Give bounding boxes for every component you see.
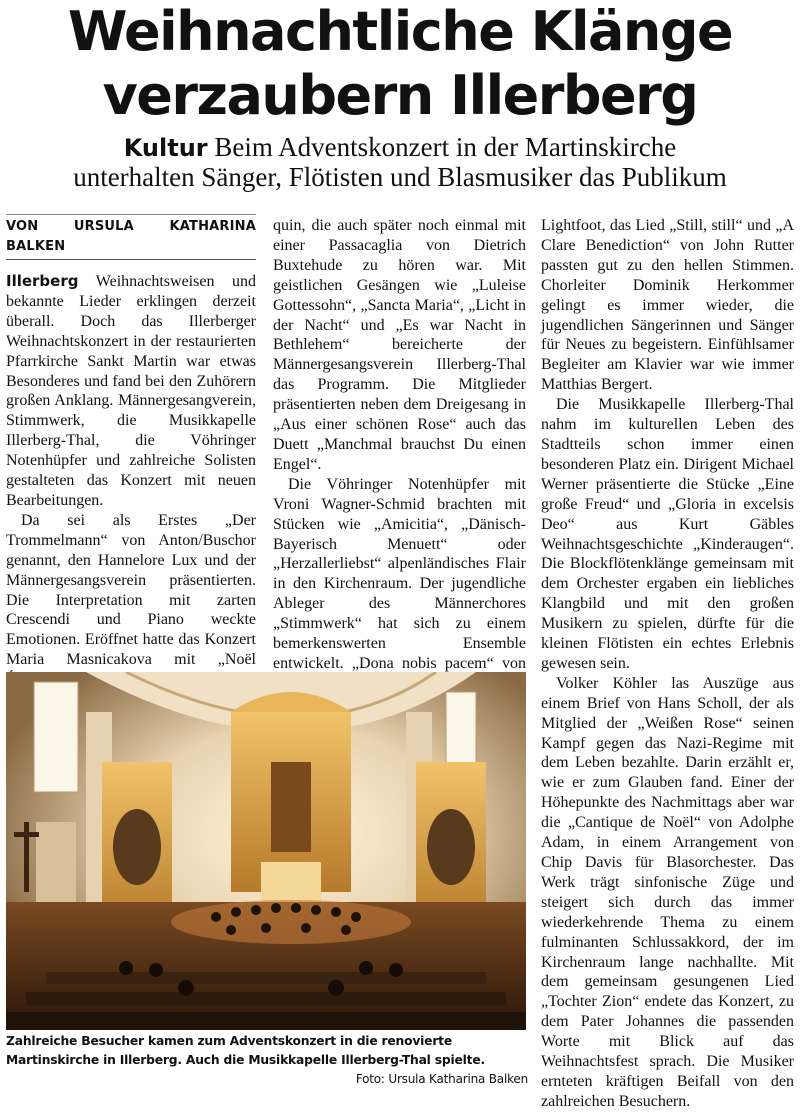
caption-text: Zahlreiche Besucher kamen zum Adventskonzert in die renovierte Martinskirche in Illerberg. Auch die Musikkapelle Illerberg-Thal spielte. bbox=[6, 1034, 485, 1067]
paragraph-3-continued: Lightfoot, das Lied „Still, still“ und „A Clare Benediction“ von John Rutter passten gut zu den hellen Stimmen. Chorleiter Dominik Herkommer gelingt es immer wieder, die jugendlichen Sängerinnen und Sänger für Neues zu begeistern. Einfühlsamer Begleiter am Klavier war wie immer Matthias Bergert. bbox=[541, 217, 794, 394]
article-column-1 bbox=[6, 214, 256, 690]
paragraph-5: Volker Köhler las Auszüge aus einem Brief von Hans Scholl, der als Mitglied der „Weißen Rose“ seinen Kampf gegen das Nazi-Regime mit dem Leben bezahlte. Darin erzählt er, wie er zum Glauben fand. Einer der Höhepunkte des Nachmittags aber war die „Cantique de Noël“ von Adolphe Adam, in einem Arrangement von Chip Davis für Blasorchester. Das Werk trägt sinfonische Züge und steigert sich durch das immer wiederkehrende Thema zu einem fulminanten Schlussakkord, der im Kirchenraum lange nachhallte. Mit dem gemeinsam gesungenen Lied „Tochter Zion“ endete das Konzert, zu dem Pater Johannes die passenden Worte mit Blick auf das Weihnachtsfest sprach. Die Musiker ernteten kräftigen Beifall von den zahlreichen Besuchern. bbox=[541, 674, 794, 1110]
paragraph-1 bbox=[6, 272, 256, 511]
headline-line-1: Weihnachtliche Klänge bbox=[67, 0, 733, 63]
paragraph-1-text: Weihnachtsweisen und bekannte Lieder erklingen derzeit überall. Doch das Illerberger Weihnachtskonzert in der restaurierten Pfarrkirche Sankt Martin war etwas Besonderes und fand bei den Zuhörern großen Anklang. Männergesangverein, Stimmwerk, die Musikkapelle Illerberg-Thal, die Vöhringer Notenhüpfer und zahlreiche Solisten gestalteten das Konzert mit neuen Bearbeitungen. bbox=[6, 273, 256, 509]
paragraph-4: Die Musikkapelle Illerberg-Thal nahm im kulturellen Leben des Stadtteils schon immer einen besonderen Platz ein. Dirigent Michael Werner präsentierte die Stücke „Eine große Freud“ und „Gloria in excelsis Deo“ aus Kurt Gäbles Weihnachtsgeschichte „Kinderaugen“. Die Blockflötenklänge gemeinsam mit dem Orchester ergaben ein liebliches Klangbild und mit den großen Musikern zu spielen, dürfte für die kleinen Flötisten ein echtes Erlebnis gewesen sein. bbox=[541, 396, 794, 672]
byline: VON URSULA KATHARINA BALKEN bbox=[6, 214, 256, 260]
article-column-2 bbox=[273, 216, 526, 694]
section-kicker: Kultur bbox=[123, 134, 208, 162]
dateline: Illerberg bbox=[6, 272, 79, 290]
subheadline-line-2: unterhalten Sänger, Flötisten und Blasmusiker das Publikum bbox=[73, 162, 727, 192]
photo-caption bbox=[6, 1032, 528, 1089]
church-concert-photo bbox=[6, 672, 526, 1030]
paragraph-3: Die Vöhringer Notenhüpfer mit Vroni Wagner-Schmid brachten mit Stücken wie „Amicitia“, „Dänisch-Bayerisch Menuett“ oder „Herzallerliebst“ alpenländisches Flair in den Kirchenraum. Der jugendliche Ableger des Männerchores „Stimmwerk“ hat sich zu einem bemerkenswerten Ensemble entwickelt. „Dona nobis pacem“ von bbox=[273, 475, 526, 672]
paragraph-2-continued: quin, die auch später noch einmal mit einer Passacaglia von Dietrich Buxtehude zu hören war. Mit geistlichen Gesängen wie „Luleise Gottessohn“, „Sancta Maria“, „Licht in der Nacht“ und „Es war Nacht in Bethlehem“ bereicherte der Männergesangsverein Illerberg-Thal das Programm. Die Mitglieder präsentierten neben dem Dreigesang in „Aus einer schönen Rose“ auch das Duett „Manchmal brauchst Du einen Engel“. bbox=[273, 217, 526, 473]
headline-line-2: verzaubern Illerberg bbox=[102, 64, 698, 127]
paragraph-2: Da sei als Erstes „Der Trommelmann“ von Anton/Buschor genannt, den Hannelore Lux und der Männergesangsverein präsentierten. Die Interpretation mit zarten Crescendi und Piano weckte Emotionen. Eröffnet hatte das Konzert Maria Masnicakova mit „Noël bbox=[6, 511, 256, 669]
subheadline-line-1 bbox=[0, 132, 800, 163]
photo-credit: Foto: Ursula Katharina Balken bbox=[355, 1072, 528, 1086]
subheadline-text-1: Beim Adventskonzert in der Martinskirche bbox=[214, 132, 677, 162]
article-column-3 bbox=[541, 216, 794, 1112]
